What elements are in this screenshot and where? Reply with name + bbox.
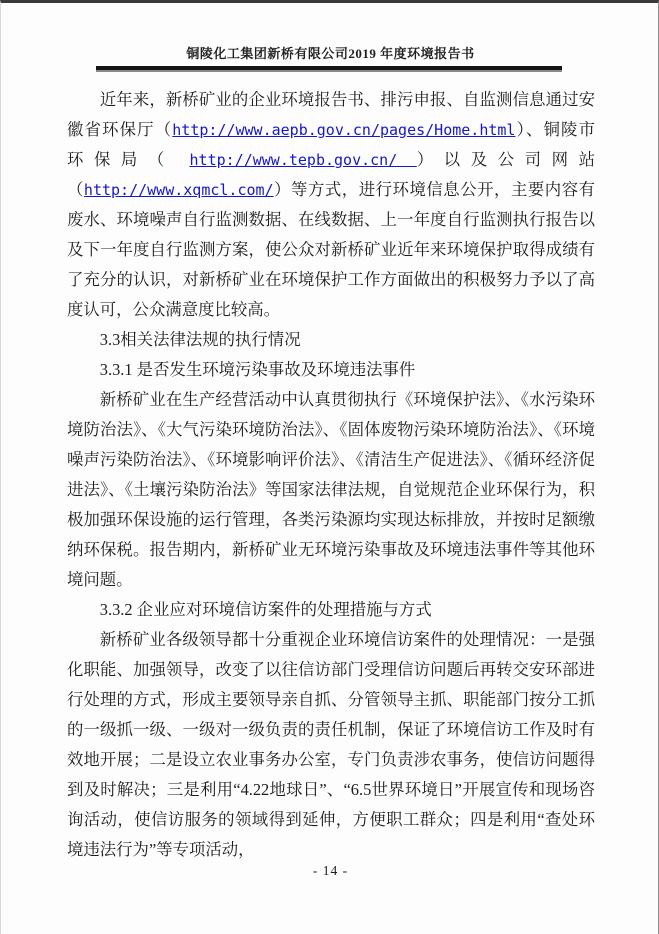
document-body: [67, 85, 595, 865]
page-number: - 14 -: [312, 863, 349, 878]
text-run: 近年来，新桥矿业的企业环境报告书、排污申报、自监测信息通过安徽省环保厅（: [67, 90, 595, 139]
section-heading: [67, 355, 595, 385]
section-heading: [67, 325, 595, 355]
text-run: 新桥矿业在生产经营活动中认真贯彻执行《环境保护法》、《水污染环境防治法》、《大气污染环境防治法》、《固体废物污染环境防治法》、《环境噪声污染防治法》、《环境影响评价法》、《清洁生产促进法》、《循环经济促进法》、《土壤污染防治法》等国家法律法规，自觉规范企业环保行为，积极加强环保设施的运行管理，各类污染源均实现达标排放，并按时足额缴纳环保税。报告期内，新桥矿业无环境污染事故及环境违法事件等其他环境问题。: [67, 390, 595, 589]
text-run: 3.3.1 是否发生环境污染事故及环境违法事件: [99, 360, 416, 379]
hyperlink[interactable]: http://www.tepb.gov.cn/: [189, 151, 417, 169]
paragraph: [67, 385, 595, 595]
paragraph: [67, 85, 595, 325]
text-run: 3.3相关法律法规的执行情况: [99, 330, 301, 349]
text-run: ）等方式，进行环境信息公开，主要内容有废水、环境噪声自行监测数据、在线数据、上一年度自行监测执行报告以及下一年度自行监测方案，使公众对新桥矿业近年来环境保护取得成绩有了充分的认识，对新桥矿业在环境保护工作方面做出的积极努力予以了高度认可，公众满意度比较高。: [67, 180, 596, 319]
text-run: ）以及公司网站（: [67, 150, 595, 199]
hyperlink[interactable]: http://www.xqmcl.com/: [83, 181, 274, 199]
section-heading: [67, 595, 595, 625]
page-header-title: 铜陵化工集团新桥有限公司2019 年度环境报告书: [186, 46, 475, 61]
hyperlink[interactable]: http://www.aepb.gov.cn/pages/Home.html: [172, 121, 516, 139]
header-rule: [96, 66, 562, 72]
text-run: 新桥矿业各级领导都十分重视企业环境信访案件的处理情况：一是强化职能、加强领导，改变了以往信访部门受理信访问题后再转交安环部进行处理的方式，形成主要领导亲自抓、分管领导主抓、职能部门按分工抓的一级抓一级、一级对一级负责的责任机制，保证了环境信访工作及时有效地开展；二是设立农业事务办公室，专门负责涉农事务，使信访问题得到及时解决；三是利用“4.22地球日”、“6.5世界环境日”开展宣传和现场咨询活动，使信访服务的领域得到延伸，方便职工群众；四是利用“查处环境违法行为”等专项活动，: [67, 630, 595, 859]
text-run: 3.3.2 企业应对环境信访案件的处理措施与方式: [99, 600, 432, 619]
paragraph: [67, 625, 595, 865]
text-run: ）、铜陵市环保局（: [67, 120, 595, 169]
